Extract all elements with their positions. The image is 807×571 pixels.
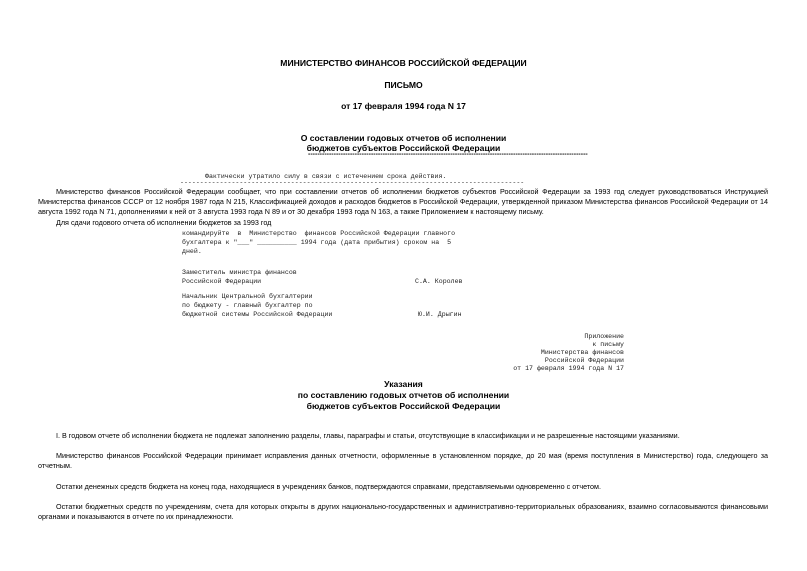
appendix-line-2: к письму: [592, 341, 624, 348]
instructions-subtitle-2: бюджетов субъектов Российской Федерации: [306, 401, 501, 411]
document-date-number: от 17 февраля 1994 года N 17: [341, 101, 466, 111]
letter-mono-line-1: командируйте в Министерство финансов Российской Федерации главного: [182, 230, 456, 237]
signature-2-title-line-2: по бюджету - главный бухгалтер по: [182, 302, 313, 309]
subject-underline: ------------------------------------------------------------------------------------------------------------------------: [308, 151, 588, 158]
signature-2-name: Ю.И. Дрыгин: [418, 311, 462, 318]
signature-2-title-line-3: бюджетной системы Российской Федерации: [182, 311, 333, 318]
document-type: ПИСЬМО: [384, 80, 423, 90]
ministry-heading: МИНИСТЕРСТВО ФИНАНСОВ РОССИЙСКОЙ ФЕДЕРАЦИИ: [280, 58, 527, 68]
signature-1-title-line-1: Заместитель министра финансов: [182, 269, 297, 276]
appendix-line-3: Министерства финансов: [540, 349, 624, 356]
letter-paragraph-2: Для сдачи годового отчета об исполнении бюджетов за 1993 год: [56, 218, 272, 227]
instruction-item-2: Министерство финансов Российской Федерации принимает исправления данных отчетности, оформленные в установленном порядке, до 20 мая (время поступления в Министерство) года, следующего за отчетным.: [38, 451, 768, 470]
instruction-item-1: I. В годовом отчете об исполнении бюджета не подлежат заполнению разделы, главы, параграфы и статьи, отсутствующие в классификации и не разрешенные настоящими указаниями.: [56, 431, 680, 440]
instruction-item-3: Остатки денежных средств бюджета на конец года, находящиеся в учреждениях банков, подтверждаются справками, представляемыми одновременно с отчетом.: [56, 482, 601, 491]
appendix-line-5: от 17 февраля 1994 года N 17: [513, 365, 624, 372]
instructions-title: Указания: [384, 379, 423, 389]
signature-2-title-line-1: Начальник Центральной бухгалтерии: [182, 293, 313, 300]
instruction-item-4: Остатки бюджетных средств по учреждениям, счета для которых открыты в других национально-государственных и административно-территориальных образованиях, взаимно согласовываются финансовыми органами и показываются в отчете по их принадлежности.: [38, 502, 768, 521]
subject-line-2: бюджетов субъектов Российской Федерации: [306, 143, 501, 153]
letter-mono-line-2: бухгалтера к "___" __________ 1994 года (дата прибытия) сроком на 5: [182, 239, 452, 246]
letter-paragraph-1: Министерство финансов Российской Федерации сообщает, что при составлении отчетов об исполнении бюджетов субъектов Российской Федерации за 1993 год следует руководствоваться Инструкцией Министерства финансов СССР от 12 ноября 1987 года N 215, Классификацией доходов и расходов бюджетов в Российской Федерации, утвержденной приказом Министерства финансов Российской Федерации от 14 августа 1992 года N 71, дополнениями к ней от 3 августа 1993 года N 89 и от 30 декабря 1993 года N 163, а также Приложением к настоящему письму.: [38, 187, 768, 216]
letter-mono-line-3: дней.: [182, 248, 202, 255]
signature-1-title-line-2: Российской Федерации: [182, 278, 262, 285]
instructions-subtitle-1: по составлению годовых отчетов об исполнении: [297, 390, 510, 400]
appendix-line-4: Российской Федерации: [544, 357, 624, 364]
signature-1-name: С.А. Королев: [415, 278, 463, 285]
status-note-rule: ---------------------------------------------------------------------------------------: [180, 179, 525, 186]
appendix-line-1: Приложение: [584, 333, 624, 340]
status-note: Фактически утратило силу в связи с истечением срока действия.: [205, 173, 447, 180]
subject-line-1: О составлении годовых отчетов об исполнении: [300, 133, 507, 143]
